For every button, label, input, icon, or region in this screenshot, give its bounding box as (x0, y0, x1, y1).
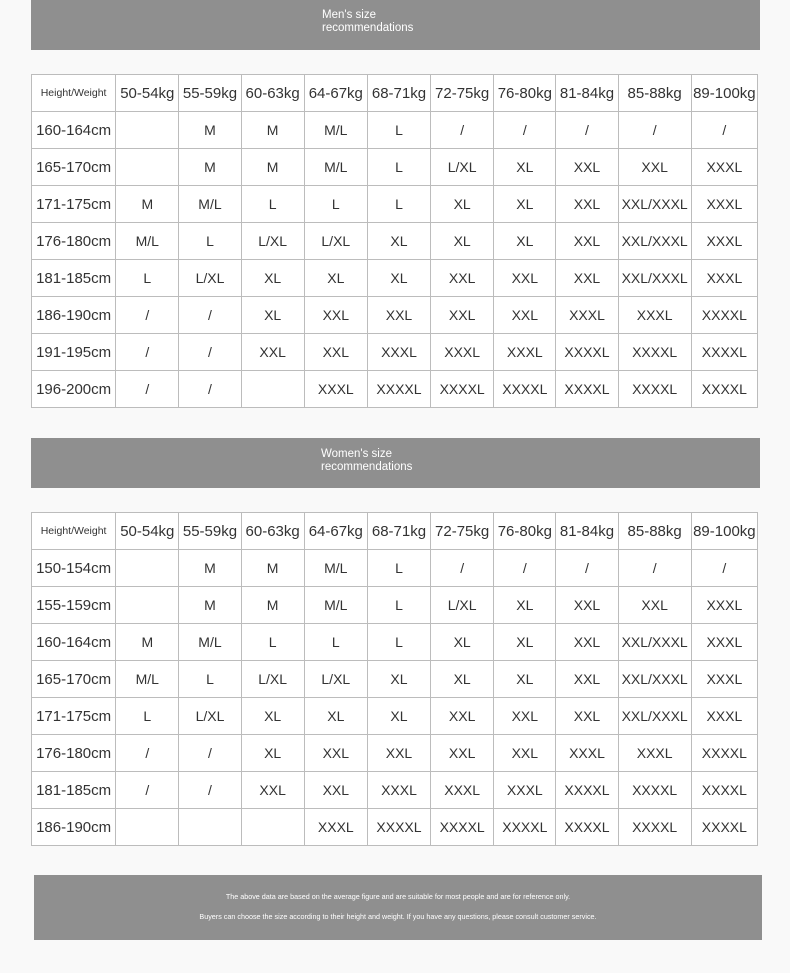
table-row (32, 334, 758, 371)
height-row-label: 150-154cm (32, 550, 116, 587)
size-cell: L/XL (431, 149, 494, 186)
size-cell: XXXL (691, 661, 757, 698)
size-cell: XXL (304, 297, 367, 334)
table-row (32, 260, 758, 297)
disclaimer-line-1: The above data are based on the average figure and are suitable for most people and are for reference only. (225, 892, 571, 901)
size-cell: XXL (241, 334, 304, 371)
size-cell: XXL (304, 334, 367, 371)
height-row-label: 176-180cm (32, 735, 116, 772)
size-cell: XXXXL (691, 297, 757, 334)
size-cell: XXXXL (556, 334, 618, 371)
size-cell: M (241, 587, 304, 624)
size-cell: XL (367, 661, 430, 698)
size-cell: XXL (494, 297, 556, 334)
size-cell: XXXL (556, 297, 618, 334)
size-cell (116, 587, 179, 624)
size-cell: L (179, 661, 241, 698)
size-cell: M/L (116, 223, 179, 260)
size-cell: XXL (494, 698, 556, 735)
size-cell: XL (494, 223, 556, 260)
size-cell: XXL (556, 149, 618, 186)
height-row-label: 181-185cm (32, 772, 116, 809)
size-cell: XXXL (367, 772, 430, 809)
weight-column-header: 55-59kg (179, 513, 241, 550)
size-cell: / (179, 334, 241, 371)
height-row-label: 165-170cm (32, 661, 116, 698)
size-cell: M/L (304, 550, 367, 587)
size-cell: XL (494, 587, 556, 624)
size-cell: L (304, 624, 367, 661)
size-cell: XXXXL (618, 371, 691, 408)
size-cell: L (241, 186, 304, 223)
height-row-label: 181-185cm (32, 260, 116, 297)
table-row (32, 624, 758, 661)
size-cell: XXXL (304, 809, 367, 846)
height-row-label: 186-190cm (32, 809, 116, 846)
size-cell: XXL (556, 260, 618, 297)
weight-column-header: 64-67kg (304, 513, 367, 550)
size-cell: M/L (179, 186, 241, 223)
weight-column-header: 68-71kg (367, 513, 430, 550)
size-cell: XXXL (691, 186, 757, 223)
size-cell: L (241, 624, 304, 661)
weight-column-header: 60-63kg (241, 513, 304, 550)
size-cell: XXXL (691, 624, 757, 661)
size-cell: L/XL (431, 587, 494, 624)
size-cell: L/XL (241, 661, 304, 698)
size-cell: XXL (431, 260, 494, 297)
size-cell (116, 112, 179, 149)
table-row (32, 112, 758, 149)
size-cell: XXXL (304, 371, 367, 408)
size-cell: L (179, 223, 241, 260)
size-cell: XXL/XXXL (618, 186, 691, 223)
size-cell: L/XL (304, 661, 367, 698)
weight-column-header: 81-84kg (556, 75, 618, 112)
size-cell: / (179, 371, 241, 408)
size-cell: XXXXL (494, 809, 556, 846)
size-cell: XXL (431, 735, 494, 772)
size-cell: XXL (367, 297, 430, 334)
mens-section-banner (31, 0, 760, 50)
size-cell: XXL (556, 661, 618, 698)
weight-column-header: 72-75kg (431, 513, 494, 550)
size-cell: XXL (494, 260, 556, 297)
table-row (32, 587, 758, 624)
size-cell: L (367, 587, 430, 624)
size-cell: M (116, 624, 179, 661)
size-cell: M/L (304, 149, 367, 186)
size-cell: XXL (431, 698, 494, 735)
size-cell: L (367, 550, 430, 587)
height-row-label: 191-195cm (32, 334, 116, 371)
size-cell: M (241, 112, 304, 149)
height-row-label: 196-200cm (32, 371, 116, 408)
size-cell (116, 149, 179, 186)
size-cell: M (179, 587, 241, 624)
table-row (32, 223, 758, 260)
size-cell: XXXL (618, 735, 691, 772)
height-row-label: 186-190cm (32, 297, 116, 334)
size-cell: / (116, 297, 179, 334)
size-cell: M (241, 149, 304, 186)
size-cell: XXXXL (691, 371, 757, 408)
table-row (32, 735, 758, 772)
size-cell (116, 809, 179, 846)
weight-column-header: 89-100kg (691, 513, 757, 550)
size-cell: XXL (304, 735, 367, 772)
size-cell: XXL/XXXL (618, 260, 691, 297)
size-cell: XXXXL (691, 772, 757, 809)
mens-size-table (31, 74, 758, 408)
size-cell: M (179, 149, 241, 186)
size-cell: XL (431, 624, 494, 661)
size-cell: XXL (431, 297, 494, 334)
size-cell (241, 809, 304, 846)
size-cell: XXXXL (691, 334, 757, 371)
weight-column-header: 81-84kg (556, 513, 618, 550)
size-cell: XL (241, 260, 304, 297)
table-row (32, 297, 758, 334)
size-cell: XXL/XXXL (618, 223, 691, 260)
weight-column-header: 85-88kg (618, 75, 691, 112)
size-cell: / (618, 550, 691, 587)
size-cell: XL (431, 661, 494, 698)
size-cell: L (116, 698, 179, 735)
size-cell: XL (241, 297, 304, 334)
size-cell: XXL (556, 698, 618, 735)
size-cell: XXXL (431, 772, 494, 809)
size-cell: / (618, 112, 691, 149)
size-cell: XXXXL (367, 371, 430, 408)
size-cell: L (304, 186, 367, 223)
size-cell: M (179, 112, 241, 149)
size-cell: / (431, 112, 494, 149)
womens-size-table (31, 512, 758, 846)
size-cell: XXXXL (431, 371, 494, 408)
size-cell: / (431, 550, 494, 587)
table-row (32, 661, 758, 698)
size-cell: XXL/XXXL (618, 624, 691, 661)
size-cell: XL (241, 698, 304, 735)
size-cell: XL (367, 698, 430, 735)
size-cell: XXXXL (691, 809, 757, 846)
table-row (32, 698, 758, 735)
size-cell: XXXXL (431, 809, 494, 846)
weight-column-header: 76-80kg (494, 513, 556, 550)
height-row-label: 171-175cm (32, 698, 116, 735)
height-row-label: 160-164cm (32, 112, 116, 149)
size-cell: XL (304, 260, 367, 297)
size-cell: M/L (304, 587, 367, 624)
size-cell: XXL (556, 624, 618, 661)
size-cell: XXXXL (618, 334, 691, 371)
size-cell: XXXL (691, 260, 757, 297)
height-row-label: 171-175cm (32, 186, 116, 223)
size-cell: L/XL (179, 260, 241, 297)
size-cell: XXXXL (494, 371, 556, 408)
size-cell: M/L (304, 112, 367, 149)
disclaimer-footer (34, 875, 762, 940)
size-cell: L (367, 624, 430, 661)
size-cell: XL (494, 661, 556, 698)
size-cell: L/XL (304, 223, 367, 260)
size-cell: XL (431, 223, 494, 260)
weight-column-header: 50-54kg (116, 513, 179, 550)
size-cell: XXXL (367, 334, 430, 371)
size-cell: / (556, 112, 618, 149)
weight-column-header: 72-75kg (431, 75, 494, 112)
mens-section-title: Men's size recommendations (322, 9, 414, 34)
size-cell: XXXXL (691, 735, 757, 772)
size-cell: XL (367, 260, 430, 297)
corner-header: Height/Weight (32, 513, 116, 550)
weight-column-header: 68-71kg (367, 75, 430, 112)
height-row-label: 160-164cm (32, 624, 116, 661)
header-row (32, 75, 758, 112)
size-cell: XXXL (431, 334, 494, 371)
height-row-label: 176-180cm (32, 223, 116, 260)
size-cell: XXL (618, 149, 691, 186)
size-cell: M (179, 550, 241, 587)
size-cell: XL (241, 735, 304, 772)
size-cell: L/XL (179, 698, 241, 735)
table-row (32, 550, 758, 587)
size-cell: XXL (556, 587, 618, 624)
weight-column-header: 64-67kg (304, 75, 367, 112)
size-cell: XXL (556, 186, 618, 223)
size-cell: / (556, 550, 618, 587)
size-cell: XL (367, 223, 430, 260)
table-row (32, 809, 758, 846)
size-cell: L (367, 186, 430, 223)
size-cell: XL (431, 186, 494, 223)
size-cell: L (367, 112, 430, 149)
size-cell: / (116, 334, 179, 371)
size-cell: XXXXL (367, 809, 430, 846)
size-cell: / (179, 735, 241, 772)
header-row (32, 513, 758, 550)
size-cell: / (179, 297, 241, 334)
weight-column-header: 55-59kg (179, 75, 241, 112)
size-cell: XXXL (556, 735, 618, 772)
size-cell: / (116, 735, 179, 772)
size-cell: / (116, 772, 179, 809)
size-cell: XXXXL (556, 809, 618, 846)
size-cell: L (367, 149, 430, 186)
size-cell: XXL (241, 772, 304, 809)
size-cell: XXL (494, 735, 556, 772)
size-cell (116, 550, 179, 587)
size-cell: XL (304, 698, 367, 735)
height-row-label: 155-159cm (32, 587, 116, 624)
table-row (32, 149, 758, 186)
height-row-label: 165-170cm (32, 149, 116, 186)
size-cell: / (116, 371, 179, 408)
disclaimer-line-2: Buyers can choose the size according to their height and weight. If you have any questions, please consult customer service. (199, 912, 597, 921)
size-cell: / (179, 772, 241, 809)
size-cell: XXL (556, 223, 618, 260)
table-row (32, 371, 758, 408)
size-cell: / (691, 112, 757, 149)
size-cell: XL (494, 624, 556, 661)
size-cell: / (494, 550, 556, 587)
size-cell: M/L (116, 661, 179, 698)
table-row (32, 186, 758, 223)
weight-column-header: 85-88kg (618, 513, 691, 550)
size-cell: XL (494, 186, 556, 223)
size-cell: XXL (304, 772, 367, 809)
size-cell: XXXL (494, 772, 556, 809)
size-cell: M (241, 550, 304, 587)
size-cell: L/XL (241, 223, 304, 260)
size-cell: XXXL (618, 297, 691, 334)
size-cell (179, 809, 241, 846)
weight-column-header: 50-54kg (116, 75, 179, 112)
size-cell: XXL (618, 587, 691, 624)
size-cell: XXXL (691, 698, 757, 735)
weight-column-header: 89-100kg (691, 75, 757, 112)
size-cell: XXXXL (618, 809, 691, 846)
size-cell: M (116, 186, 179, 223)
corner-header: Height/Weight (32, 75, 116, 112)
size-cell: / (691, 550, 757, 587)
size-cell: XL (494, 149, 556, 186)
size-cell (241, 371, 304, 408)
table-row (32, 772, 758, 809)
size-cell: XXXL (691, 149, 757, 186)
size-cell: XXXL (494, 334, 556, 371)
size-cell: XXL/XXXL (618, 661, 691, 698)
size-cell: XXXXL (556, 371, 618, 408)
weight-column-header: 60-63kg (241, 75, 304, 112)
size-cell: XXL (367, 735, 430, 772)
size-cell: L (116, 260, 179, 297)
womens-section-banner (31, 438, 760, 488)
womens-section-title: Women's size recommendations (321, 448, 413, 473)
size-cell: / (494, 112, 556, 149)
size-cell: M/L (179, 624, 241, 661)
size-cell: XXL/XXXL (618, 698, 691, 735)
size-cell: XXXXL (556, 772, 618, 809)
size-cell: XXXXL (618, 772, 691, 809)
size-cell: XXXL (691, 223, 757, 260)
size-cell: XXXL (691, 587, 757, 624)
weight-column-header: 76-80kg (494, 75, 556, 112)
